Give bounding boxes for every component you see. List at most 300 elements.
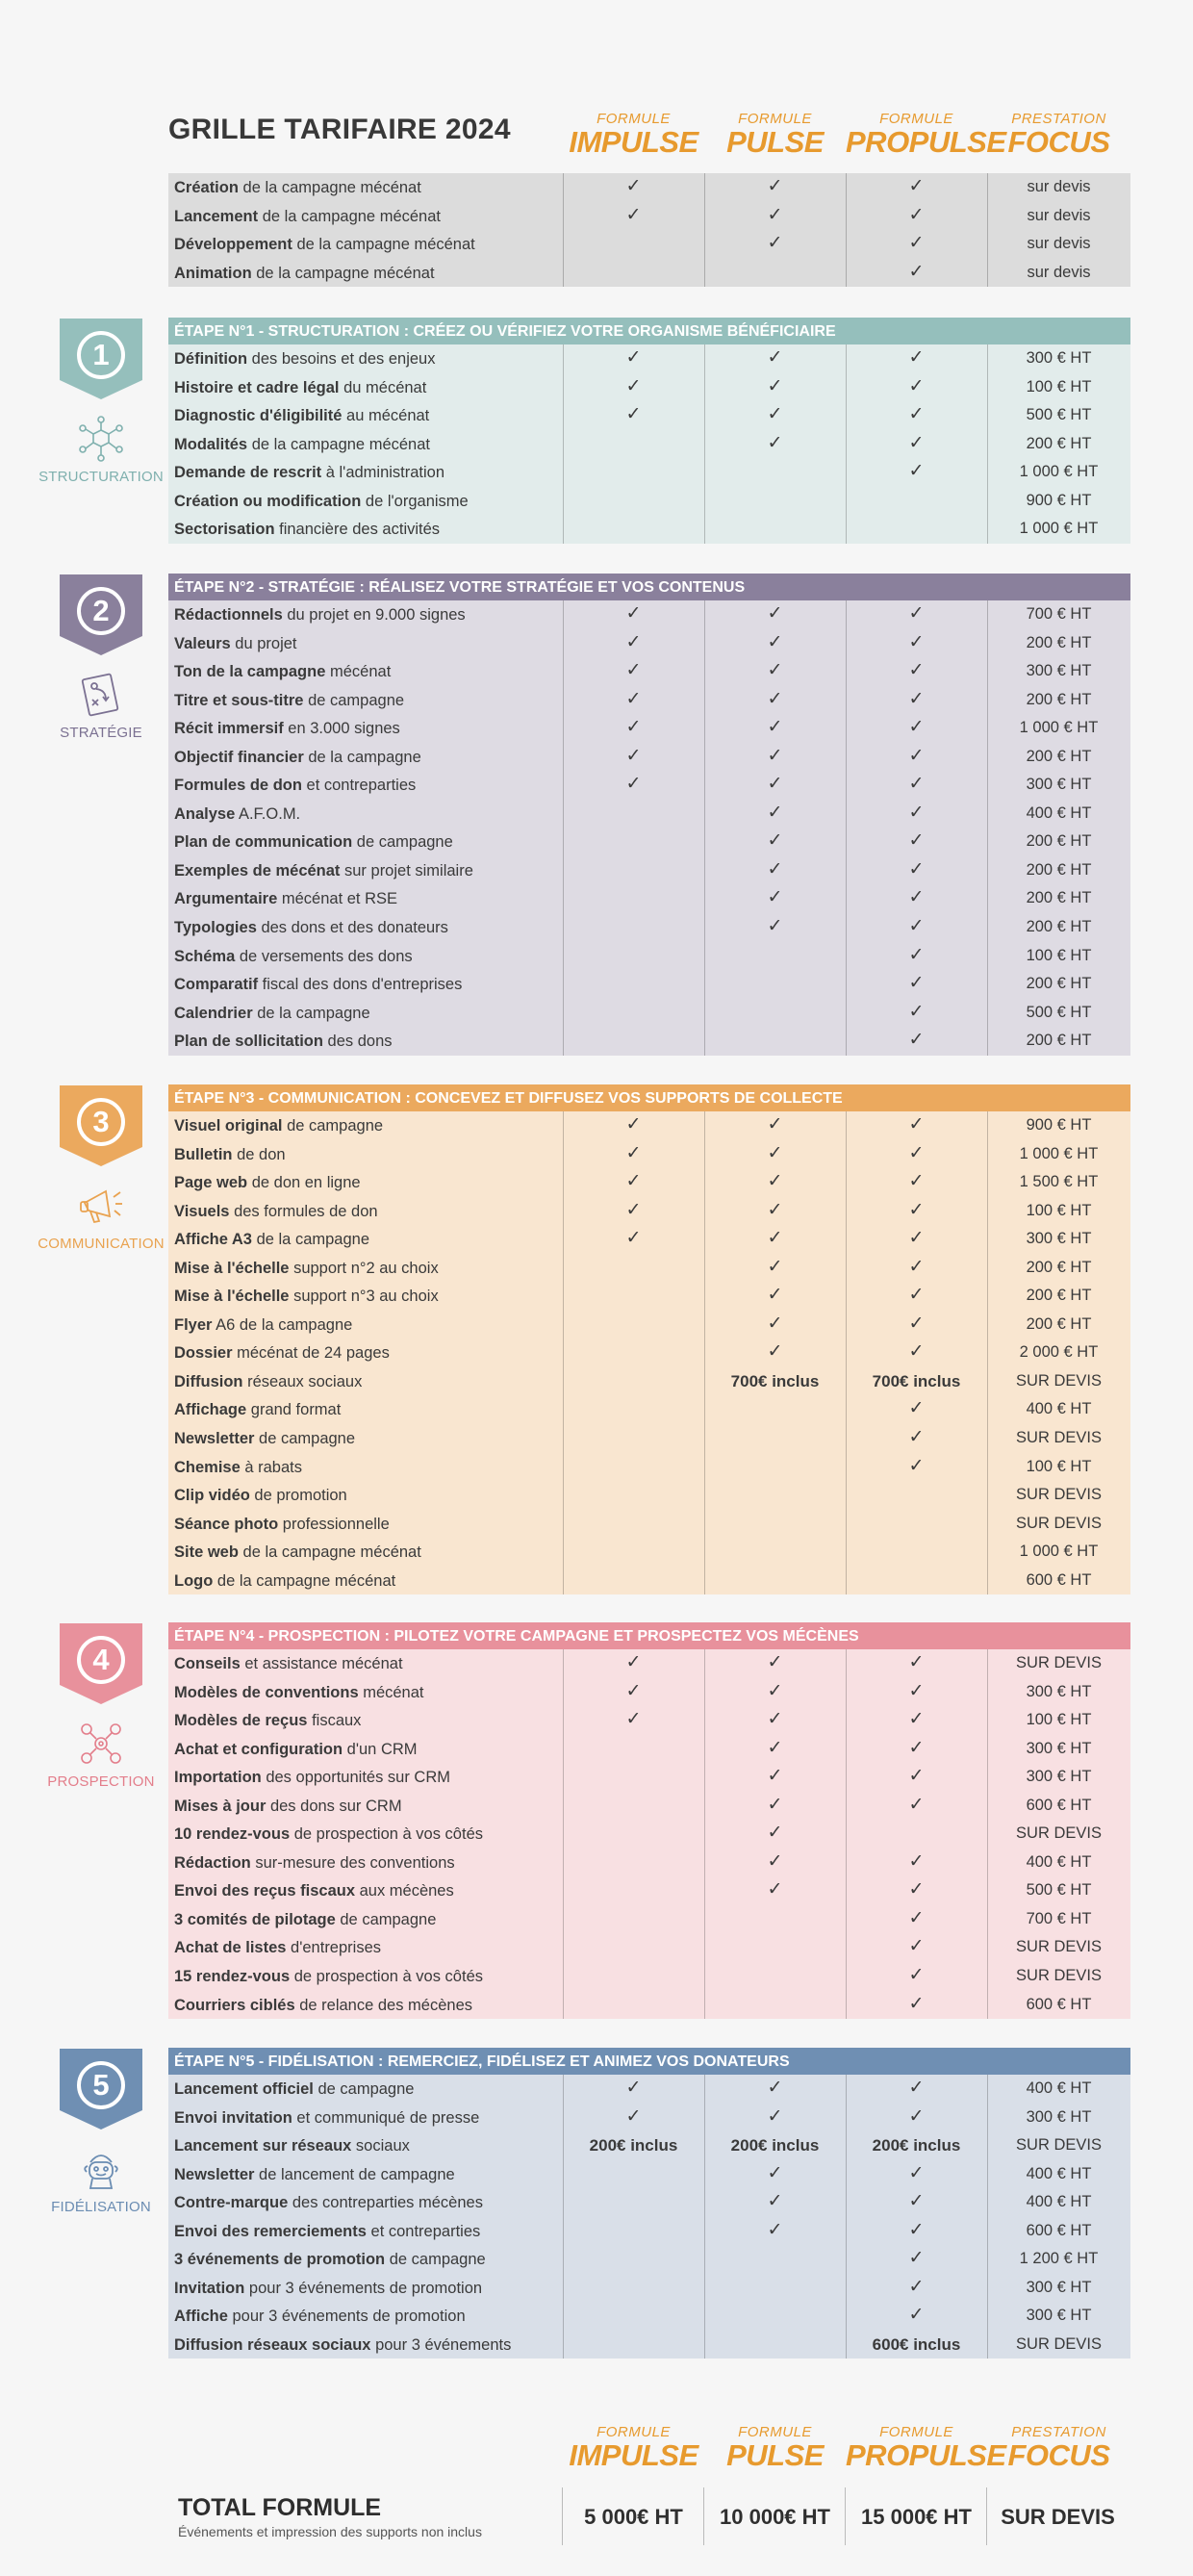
section-structuration <box>168 318 1130 544</box>
formula-cell <box>704 800 846 829</box>
step-number: 5 <box>77 2061 125 2109</box>
formula-cell <box>704 1424 846 1453</box>
row-label-rest: de campagne <box>254 1430 356 1448</box>
table-row <box>168 1311 1130 1339</box>
row-label <box>174 1567 395 1595</box>
table-row <box>168 828 1130 856</box>
check-icon: ✓ <box>767 2078 783 2098</box>
table-row <box>168 373 1130 402</box>
formula-cell <box>846 2274 987 2303</box>
row-label-strong: Clip vidéo <box>174 1487 250 1505</box>
check-icon: ✓ <box>908 944 925 965</box>
step-badge-2 <box>60 574 142 741</box>
row-label-strong: Envoi des remerciements <box>174 2222 367 2240</box>
row-label-rest: d'entreprises <box>286 1939 382 1957</box>
check-icon: ✓ <box>767 802 783 823</box>
check-icon: ✓ <box>767 404 783 425</box>
formula-cell <box>563 800 704 829</box>
formula-cell <box>563 1678 704 1707</box>
check-icon: ✓ <box>908 2276 925 2297</box>
row-label <box>174 1424 355 1453</box>
formula-cell <box>563 970 704 999</box>
price-value: 900 € HT <box>1026 1116 1092 1134</box>
formula-name: PROPULSE <box>846 125 1006 159</box>
column-divider <box>563 600 564 1056</box>
formula-cell <box>704 1453 846 1482</box>
formula-cell <box>846 800 987 829</box>
check-icon: ✓ <box>767 1737 783 1758</box>
price-value: 100 € HT <box>1026 1457 1092 1475</box>
table-row <box>168 2331 1130 2359</box>
formula-cell <box>563 1905 704 1934</box>
formula-cell <box>563 1933 704 1962</box>
row-label-strong: Modèles de conventions <box>174 1683 359 1701</box>
check-icon: ✓ <box>908 261 925 282</box>
people-network-icon <box>77 1720 125 1768</box>
formula-cell <box>846 1197 987 1226</box>
row-label-rest: de la campagne mécénat <box>251 264 435 282</box>
formula-cell <box>704 1168 846 1197</box>
page-title: GRILLE TARIFAIRE 2024 <box>168 114 511 145</box>
step-badge-3 <box>38 1085 165 1252</box>
formula-cell <box>846 1111 987 1140</box>
row-label-rest: et communiqué de presse <box>292 2108 480 2127</box>
formula-cell <box>704 1395 846 1424</box>
price-value: 200 € HT <box>1026 1032 1092 1050</box>
formula-cell <box>704 2131 846 2160</box>
table-row <box>168 202 1130 231</box>
price-cell <box>987 1197 1130 1226</box>
price-cell <box>987 1027 1130 1056</box>
price-cell <box>987 942 1130 971</box>
price-cell <box>987 913 1130 942</box>
check-icon: ✓ <box>625 631 642 652</box>
row-label <box>174 2131 410 2160</box>
row-label-rest: de l'organisme <box>361 492 469 510</box>
section-intro <box>168 173 1130 287</box>
table-row <box>168 714 1130 743</box>
formula-cell <box>563 202 704 231</box>
formula-cell <box>563 401 704 430</box>
row-label <box>174 2075 414 2104</box>
row-label-rest: de relance des mécènes <box>294 1996 473 2014</box>
price-value: 200 € HT <box>1026 747 1092 765</box>
bottom-formula-2 <box>846 2424 1006 2472</box>
check-icon: ✓ <box>908 1228 925 1249</box>
table-row <box>168 1453 1130 1482</box>
price-value: sur devis <box>1027 235 1091 253</box>
table-row <box>168 515 1130 544</box>
check-icon: ✓ <box>767 204 783 225</box>
formula-cell <box>704 884 846 913</box>
row-label-rest: au mécénat <box>342 407 430 425</box>
formula-cell <box>704 1111 846 1140</box>
column-divider <box>563 1649 564 2019</box>
row-label <box>174 1168 361 1197</box>
formula-cell <box>563 1453 704 1482</box>
price-cell <box>987 259 1130 288</box>
price-value: SUR DEVIS <box>1016 1486 1102 1504</box>
price-value: 300 € HT <box>1026 349 1092 367</box>
row-label-strong: Calendrier <box>174 1004 253 1022</box>
formula-cell <box>563 1991 704 2020</box>
formula-cell <box>846 1567 987 1595</box>
row-label-rest: de campagne <box>335 1910 437 1928</box>
formula-cell <box>704 913 846 942</box>
total-divider <box>986 2487 987 2545</box>
formula-cell <box>563 344 704 373</box>
row-label-rest: de promotion <box>249 1487 347 1505</box>
formula-cell <box>563 1339 704 1367</box>
row-label-rest: financière des activités <box>274 521 441 539</box>
price-cell <box>987 2160 1130 2189</box>
row-label <box>174 1027 393 1056</box>
price-cell <box>987 714 1130 743</box>
formula-cell <box>563 2245 704 2274</box>
price-cell <box>987 1282 1130 1311</box>
formula-cell <box>704 1763 846 1792</box>
check-icon: ✓ <box>767 1850 783 1872</box>
formula-kicker: PRESTATION <box>1011 2424 1106 2440</box>
formula-cell <box>846 173 987 202</box>
check-icon: ✓ <box>767 1823 783 1844</box>
formula-cell <box>563 259 704 288</box>
row-label-strong: Invitation <box>174 2279 245 2297</box>
table-row <box>168 344 1130 373</box>
formula-cell <box>846 600 987 629</box>
formula-cell <box>563 2188 704 2217</box>
price-cell <box>987 1849 1130 1877</box>
formula-cell <box>846 1849 987 1877</box>
formula-cell <box>846 1140 987 1169</box>
formula-cell <box>563 1367 704 1396</box>
formula-cell <box>846 1027 987 1056</box>
check-icon: ✓ <box>767 1879 783 1900</box>
row-label-strong: Sectorisation <box>174 521 275 539</box>
formula-cell <box>704 1538 846 1567</box>
table-row <box>168 173 1130 202</box>
total-divider <box>845 2487 846 2545</box>
row-label-rest: de lancement de campagne <box>254 2165 455 2183</box>
row-label-rest: des dons <box>322 1033 393 1051</box>
price-cell <box>987 884 1130 913</box>
formula-cell <box>846 1706 987 1735</box>
formula-cell <box>846 373 987 402</box>
formula-cell <box>846 2302 987 2331</box>
row-label <box>174 1538 421 1567</box>
table-row <box>168 1282 1130 1311</box>
price-value: 400 € HT <box>1026 803 1092 822</box>
price-cell <box>987 1763 1130 1792</box>
check-icon: ✓ <box>767 176 783 196</box>
row-label-rest: de la campagne mécénat <box>292 236 475 254</box>
formula-cell <box>704 344 846 373</box>
formula-name: PROPULSE <box>846 2438 1006 2472</box>
price-cell <box>987 1538 1130 1567</box>
formula-cell <box>846 942 987 971</box>
step-name: FIDÉLISATION <box>51 2199 151 2215</box>
check-icon: ✓ <box>908 1850 925 1872</box>
table-row <box>168 2160 1130 2189</box>
price-value: 100 € HT <box>1026 1201 1092 1219</box>
price-cell <box>987 1678 1130 1707</box>
step-number: 1 <box>77 331 125 379</box>
formula-cell <box>704 1735 846 1764</box>
row-label-strong: Importation <box>174 1769 262 1787</box>
table-row <box>168 1197 1130 1226</box>
formula-cell <box>563 1027 704 1056</box>
row-label <box>174 1905 436 1934</box>
formula-cell <box>704 1254 846 1283</box>
price-cell <box>987 1225 1130 1254</box>
section-rows <box>168 2075 1130 2359</box>
check-icon: ✓ <box>625 660 642 681</box>
table-row <box>168 1567 1130 1595</box>
row-label-rest: pour 3 événements de promotion <box>227 2308 466 2326</box>
row-label <box>174 2331 511 2359</box>
price-value: 300 € HT <box>1026 2107 1092 2126</box>
check-icon: ✓ <box>767 375 783 396</box>
price-cell <box>987 344 1130 373</box>
formula-cell <box>563 1735 704 1764</box>
formula-cell <box>846 515 987 544</box>
price-value: 1 000 € HT <box>1019 520 1099 538</box>
column-divider <box>704 344 705 544</box>
formula-cell <box>846 1424 987 1453</box>
price-value: 200 € HT <box>1026 1314 1092 1333</box>
formula-cell <box>846 1168 987 1197</box>
row-label-rest: de la campagne mécénat <box>258 207 441 225</box>
row-label-strong: 10 rendez-vous <box>174 1825 291 1844</box>
price-value: 100 € HT <box>1026 377 1092 395</box>
formula-cell <box>563 2274 704 2303</box>
price-value: 400 € HT <box>1026 2079 1092 2097</box>
top-formula-1 <box>704 111 846 158</box>
row-label <box>174 1510 390 1539</box>
row-label-strong: Envoi des reçus fiscaux <box>174 1882 356 1900</box>
row-label-rest: du projet en 9.000 signes <box>282 606 466 624</box>
formula-cell <box>704 2104 846 2132</box>
row-label-rest: d'un CRM <box>343 1740 418 1758</box>
price-cell <box>987 202 1130 231</box>
price-cell <box>987 686 1130 715</box>
table-row <box>168 259 1130 288</box>
formula-cell <box>563 2075 704 2104</box>
row-label <box>174 1367 362 1396</box>
total-subtitle: Événements et impression des supports non inclus <box>178 2524 482 2539</box>
formula-cell <box>704 743 846 772</box>
formula-cell <box>704 1849 846 1877</box>
check-icon: ✓ <box>767 1709 783 1730</box>
row-label-rest: aux mécènes <box>355 1882 454 1900</box>
row-label-rest: à l'administration <box>321 464 445 482</box>
price-value: SUR DEVIS <box>1016 1654 1102 1671</box>
formula-cell <box>563 828 704 856</box>
section-heading: ÉTAPE N°3 - COMMUNICATION : CONCEVEZ ET DIFFUSEZ VOS SUPPORTS DE COLLECTE <box>168 1084 1130 1111</box>
formula-cell <box>563 2104 704 2132</box>
formula-cell <box>704 1567 846 1595</box>
row-label <box>174 942 413 971</box>
row-label-rest: mécénat <box>325 663 392 681</box>
price-cell <box>987 1991 1130 2020</box>
formula-cell <box>563 1849 704 1877</box>
formula-cell <box>704 1649 846 1678</box>
table-row <box>168 884 1130 913</box>
row-label-rest: mécénat <box>358 1683 424 1701</box>
row-label-strong: Diagnostic d'éligibilité <box>174 407 343 425</box>
formula-cell <box>704 2245 846 2274</box>
row-label <box>174 1225 369 1254</box>
row-label <box>174 1453 302 1482</box>
formula-cell <box>563 2331 704 2359</box>
price-cell <box>987 1876 1130 1905</box>
formula-cell <box>563 629 704 658</box>
table-row <box>168 2075 1130 2104</box>
row-label-strong: Courriers ciblés <box>174 1996 295 2014</box>
step-badge-5 <box>51 2049 151 2215</box>
formula-cell <box>563 1197 704 1226</box>
check-icon: ✓ <box>767 1256 783 1277</box>
column-divider <box>846 344 847 544</box>
price-cell <box>987 401 1130 430</box>
section-rows <box>168 173 1130 287</box>
row-label-rest: A6 de la campagne <box>212 1315 353 1334</box>
price-value: 100 € HT <box>1026 1711 1092 1729</box>
formula-cell <box>704 259 846 288</box>
check-icon: ✓ <box>908 1993 925 2014</box>
check-icon: ✓ <box>625 1171 642 1192</box>
formula-cell <box>846 913 987 942</box>
check-icon: ✓ <box>625 1142 642 1163</box>
formula-cell <box>846 2131 987 2160</box>
total-value-2: 15 000€ HT <box>861 2505 972 2529</box>
price-value: SUR DEVIS <box>1016 1429 1102 1447</box>
price-value: 500 € HT <box>1026 1003 1092 1021</box>
formula-cell <box>846 629 987 658</box>
check-icon: ✓ <box>767 233 783 254</box>
table-row <box>168 1678 1130 1707</box>
row-label-strong: Lancement <box>174 207 259 225</box>
table-row <box>168 1395 1130 1424</box>
row-label-strong: Rédaction <box>174 1853 251 1872</box>
row-label-rest: des contreparties mécènes <box>288 2194 483 2212</box>
step-number: 2 <box>77 587 125 635</box>
formula-cell <box>846 1453 987 1482</box>
check-icon: ✓ <box>908 1001 925 1022</box>
table-row <box>168 1876 1130 1905</box>
formula-cell <box>846 1254 987 1283</box>
top-formula-0 <box>563 111 704 158</box>
check-icon: ✓ <box>767 603 783 624</box>
formula-cell <box>704 999 846 1028</box>
formula-cell <box>704 828 846 856</box>
price-value: SUR DEVIS <box>1016 1938 1102 1956</box>
check-icon: ✓ <box>767 1114 783 1135</box>
check-icon: ✓ <box>908 858 925 880</box>
table-row <box>168 401 1130 430</box>
price-value: 300 € HT <box>1026 662 1092 680</box>
price-value: 300 € HT <box>1026 2278 1092 2296</box>
price-value: 500 € HT <box>1026 1881 1092 1900</box>
row-label-strong: Bulletin <box>174 1145 233 1163</box>
row-label-strong: Modèles de reçus <box>174 1712 308 1730</box>
table-row <box>168 629 1130 658</box>
row-label <box>174 487 469 516</box>
formula-cell <box>846 1339 987 1367</box>
price-cell <box>987 2331 1130 2359</box>
formula-cell <box>704 1678 846 1707</box>
row-label-strong: Lancement officiel <box>174 2080 314 2098</box>
formula-cell <box>704 600 846 629</box>
price-cell <box>987 1481 1130 1510</box>
row-label-strong: 15 rendez-vous <box>174 1968 291 1986</box>
price-cell <box>987 1254 1130 1283</box>
row-label-strong: 3 événements de promotion <box>174 2251 386 2269</box>
formula-name: IMPULSE <box>569 125 698 159</box>
formula-cell <box>846 1311 987 1339</box>
price-cell <box>987 743 1130 772</box>
price-cell <box>987 1367 1130 1396</box>
row-label <box>174 1339 390 1367</box>
formula-cell <box>563 1481 704 1510</box>
check-icon: ✓ <box>625 603 642 624</box>
formula-cell <box>846 458 987 487</box>
price-cell <box>987 1168 1130 1197</box>
price-cell <box>987 487 1130 516</box>
formula-cell <box>563 515 704 544</box>
check-icon: ✓ <box>908 1879 925 1900</box>
formula-cell <box>846 202 987 231</box>
row-label-rest: du mécénat <box>339 378 427 396</box>
check-icon: ✓ <box>908 1427 925 1448</box>
price-cell <box>987 515 1130 544</box>
formula-cell <box>563 1820 704 1849</box>
included-value: 700€ inclus <box>872 1371 961 1390</box>
check-icon: ✓ <box>908 1965 925 1986</box>
check-icon: ✓ <box>767 916 783 937</box>
formula-cell <box>704 629 846 658</box>
formula-cell <box>563 2160 704 2189</box>
row-label-rest: des opportunités sur CRM <box>261 1769 451 1787</box>
formula-cell <box>846 1481 987 1510</box>
table-row <box>168 430 1130 459</box>
price-value: 400 € HT <box>1026 2164 1092 2182</box>
formula-cell <box>704 2160 846 2189</box>
table-row <box>168 1538 1130 1567</box>
row-label <box>174 714 400 743</box>
check-icon: ✓ <box>767 688 783 709</box>
price-cell <box>987 1140 1130 1169</box>
price-value: 300 € HT <box>1026 776 1092 794</box>
formula-kicker: FORMULE <box>879 111 953 127</box>
row-label-strong: Développement <box>174 236 292 254</box>
check-icon: ✓ <box>908 1171 925 1192</box>
formula-cell <box>846 2217 987 2246</box>
table-row <box>168 743 1130 772</box>
formula-cell <box>704 487 846 516</box>
row-label <box>174 1395 341 1424</box>
price-cell <box>987 430 1130 459</box>
formula-kicker: FORMULE <box>596 2424 671 2440</box>
row-label-rest: en 3.000 signes <box>283 720 400 738</box>
row-label <box>174 401 429 430</box>
check-icon: ✓ <box>767 2105 783 2127</box>
included-value: 200€ inclus <box>730 2136 820 2155</box>
check-icon: ✓ <box>625 1652 642 1672</box>
formula-cell <box>704 2302 846 2331</box>
formula-cell <box>704 2274 846 2303</box>
check-icon: ✓ <box>908 1652 925 1672</box>
